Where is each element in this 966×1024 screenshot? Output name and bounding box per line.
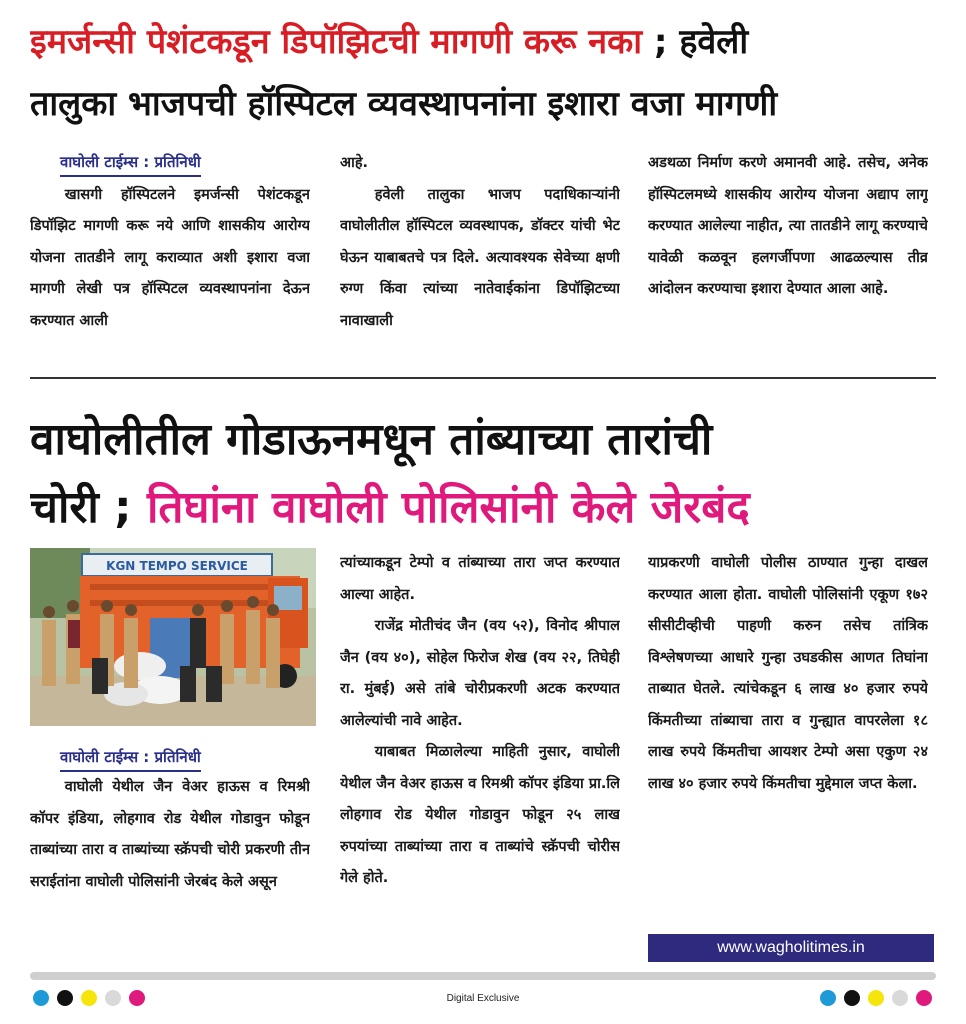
article2-headline-line1: वाघोलीतील गोडाऊनमधून तांब्याच्या तारांची [30,414,713,465]
website-badge: www.wagholitimes.in [648,934,934,962]
article1-col2-text-a: आहे. [340,155,369,171]
truck-sign-text: KGN TEMPO SERVICE [106,559,248,573]
article2-column-1 [30,772,310,962]
article1-headline-black: ; हवेली [642,22,749,62]
article1-byline: वाघोली टाईम्स : प्रतिनिधी [60,149,201,177]
swatch-cyan [820,990,836,1006]
color-swatches-left [33,990,145,1006]
article2-byline: वाघोली टाईम्स : प्रतिनिधी [60,744,201,772]
swatch-cyan [33,990,49,1006]
article2-col2-text-b: राजेंद्र मोतीचंद जैन (वय ५२), विनोद श्रीपाल जैन (वय ४०), सोहेल फिरोज शेख (वय २२, तिघेही रा. मुंबई) असे तांबे चोरीप्रकरणी अटक करण्यात आलेल्यांची नावे आहेत. [340,618,620,729]
news-photo [30,548,316,726]
article2-headline-line2 [30,478,938,538]
section-divider [30,377,936,379]
article1-headline-line1 [30,18,938,66]
article2-col2-text-a: त्यांच्याकडून टेम्पो व तांब्याच्या तारा जप्त करण्यात आल्या आहेत. [340,555,620,603]
swatch-yellow [868,990,884,1006]
color-swatches-right [820,990,932,1006]
article1-column-1 [30,148,310,368]
article2-byline-wrap [30,744,316,774]
swatch-grey [105,990,121,1006]
footer-grey-bar [30,972,936,980]
swatch-grey [892,990,908,1006]
article1-col2-text-b: हवेली तालुका भाजप पदाधिकाऱ्यांनी वाघोलीतील हॉस्पिटल व्यवस्थापक, डॉक्टर यांची भेट घेऊन याबाबतचे पत्र दिले. अत्यावश्यक सेवेच्या क्षणी रुग्ण किंवा त्यांच्या नातेवाईकांना डिपॉझिटच्या नावाखाली [340,186,620,329]
article2-headline-black: चोरी ; [30,482,147,533]
article1-headline-red: इमर्जन्सी पेशंटकडून डिपॉझिटची मागणी करू नका [30,22,643,62]
article2-column-2 [340,548,620,964]
footer-label: Digital Exclusive [446,993,520,1004]
swatch-black [57,990,73,1006]
article1-col3-text: अडथळा निर्माण करणे अमानवी आहे. तसेच, अनेक हॉस्पिटलमध्ये शासकीय आरोग्य योजना अद्याप लागू करण्यात आलेल्या नाहीत, त्या तातडीने लागू करण्याचे यावेळी कळवून हलगर्जीपणा आढळल्यास तीव्र आंदोलन करण्याचा इशारा देण्यात आला आहे. [648,155,928,297]
news-photo-illustration [30,548,316,726]
article1-column-2 [340,148,620,368]
article2-col2-text-c: याबाबत मिळालेल्या माहिती नुसार, वाघोली येथील जैन वेअर हाऊस व रिमश्री कॉपर इंडिया प्रा.लि लोहगाव रोड येथील गोडावुन फोडून २५ लाख रुपयांच्या ताब्यांच्या तारा व ताब्यांचे स्क्रॅपची चोरीस गेले होते. [340,744,620,886]
article2-col1-text: वाघोली येथील जैन वेअर हाऊस व रिमश्री कॉपर इंडिया, लोहगाव रोड येथील गोडावुन फोडून ताब्यांच्या तारा व ताब्यांच्या स्क्रॅपची चोरी प्रकरणी तीन सराईतांना वाघोली पोलिसांनी जेरबंद केले असून [30,779,310,890]
swatch-magenta [129,990,145,1006]
swatch-yellow [81,990,97,1006]
article1-column-3 [648,148,928,368]
swatch-magenta [916,990,932,1006]
article2-column-3 [648,548,928,932]
article1-col1-text: खासगी हॉस्पिटलने इमर्जन्सी पेशंटकडून डिपॉझिट मागणी करू नये आणि शासकीय आरोग्य योजना तातडीने लागू कराव्यात अशी इशारा वजा मागणी लेखी पत्र हॉस्पिटल व्यवस्थापनांना देऊन करण्यात आली [30,186,310,329]
article1-headline-line2: तालुका भाजपची हॉस्पिटल व्यवस्थापनांना इशारा वजा मागणी [30,84,778,124]
article2-headline-magenta: तिघांना वाघोली पोलिसांनी केले जेरबंद [146,482,750,533]
swatch-black [844,990,860,1006]
article2-col3-text: याप्रकरणी वाघोली पोलीस ठाण्यात गुन्हा दाखल करण्यात आला होता. वाघोली पोलिसांनी एकूण १७२ सीसीटीव्हीची पाहणी करुन तसेच तांत्रिक विश्लेषणच्या आधारे गुन्हा उघडकीस आणत तिघांना ताब्यात घेतले. त्यांचेकडून ६ लाख ४० हजार रुपये किंमतीच्या तांब्याचा तारा व गुन्ह्यात वापरलेला १८ लाख रुपये किंमतीचा आयशर टेम्पो असा एकुण २४ लाख ४० हजार रुपये किंमतीचा मुद्देमाल जप्त केला. [648,555,928,792]
